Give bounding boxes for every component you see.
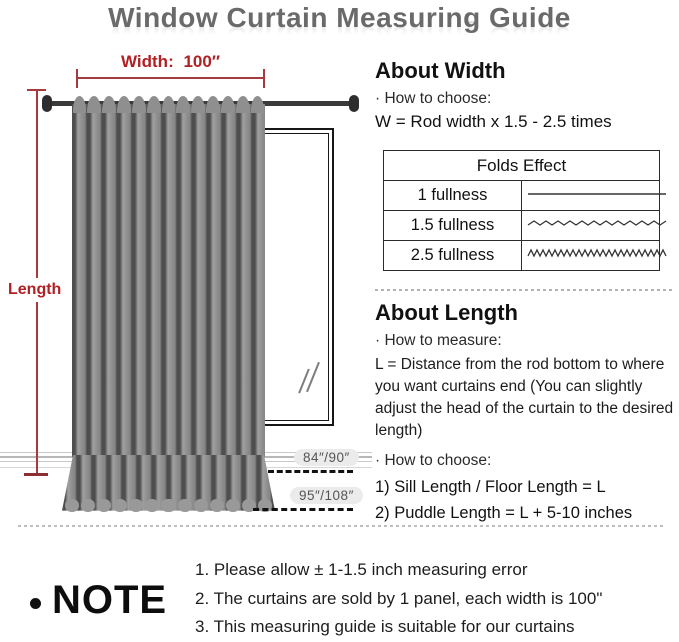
about-width-how-to-choose: · How to choose: xyxy=(375,90,492,107)
curtain-body xyxy=(72,104,265,457)
length-measure-text: L = Distance from the rod bottom to where you want curtains end (You can slightly adjust the head of the curtain to the desired length) xyxy=(375,356,674,439)
about-length-how-to-measure: · How to measure: xyxy=(375,332,502,349)
sill-length-badge: 84″/90″ xyxy=(294,449,359,466)
sill-length-dashed-line xyxy=(268,470,353,473)
note-item: 2. The curtains are sold by 1 panel, each width is 100" xyxy=(195,588,603,608)
length-measurement-label: Length xyxy=(5,278,64,302)
curtain-top-scallops xyxy=(72,96,265,113)
note-list xyxy=(195,556,665,642)
width-tick-right xyxy=(263,69,265,88)
length-cap-bottom xyxy=(24,473,48,476)
floor-length-dashed-line xyxy=(253,508,353,511)
length-option-puddle: 2) Puddle Length = L + 5-10 inches xyxy=(375,504,633,522)
note-heading: NOTE xyxy=(52,578,168,622)
window-frame xyxy=(253,128,334,426)
width-measurement-line xyxy=(77,77,264,79)
about-length-heading: About Length xyxy=(375,300,518,325)
table-row xyxy=(384,211,660,241)
floor-length-badge: 95″/108″ xyxy=(290,487,363,504)
width-formula: W = Rod width x 1.5 - 2.5 times xyxy=(375,112,612,131)
note-bullet-dot xyxy=(30,598,41,609)
rod-finial-left xyxy=(42,95,52,112)
note-item: 1. Please allow ± 1-1.5 inch measuring error xyxy=(195,560,528,579)
fold-effect-dense-wave xyxy=(522,241,660,271)
curtain-puddle-folds xyxy=(64,499,273,512)
fullness-label: 1 fullness xyxy=(384,181,522,211)
about-length-how-to-choose: · How to choose: xyxy=(375,452,492,469)
about-length-section xyxy=(375,300,675,526)
width-tick-left xyxy=(76,69,78,88)
fold-effect-straight-line xyxy=(522,181,660,211)
rod-finial-right xyxy=(349,95,359,112)
length-option-sill-floor: 1) Sill Length / Floor Length = L xyxy=(375,478,606,496)
section-divider xyxy=(375,289,672,291)
folds-effect-table xyxy=(383,150,660,271)
fold-effect-gentle-wave xyxy=(522,211,660,241)
table-header-row xyxy=(384,151,660,181)
table-row xyxy=(384,181,660,211)
table-row xyxy=(384,241,660,271)
curtain-illustration xyxy=(72,96,265,513)
fullness-label: 2.5 fullness xyxy=(384,241,522,271)
page-title: Window Curtain Measuring Guide xyxy=(108,2,571,33)
note-item: 3. This measuring guide is suitable for our curtains xyxy=(195,617,575,636)
folds-effect-header: Folds Effect xyxy=(384,151,660,181)
about-width-heading: About Width xyxy=(375,58,506,83)
width-measurement-label: Width: 100″ xyxy=(121,52,220,71)
about-width-section xyxy=(375,58,672,132)
window-inner-frame xyxy=(258,133,329,421)
fullness-label: 1.5 fullness xyxy=(384,211,522,241)
